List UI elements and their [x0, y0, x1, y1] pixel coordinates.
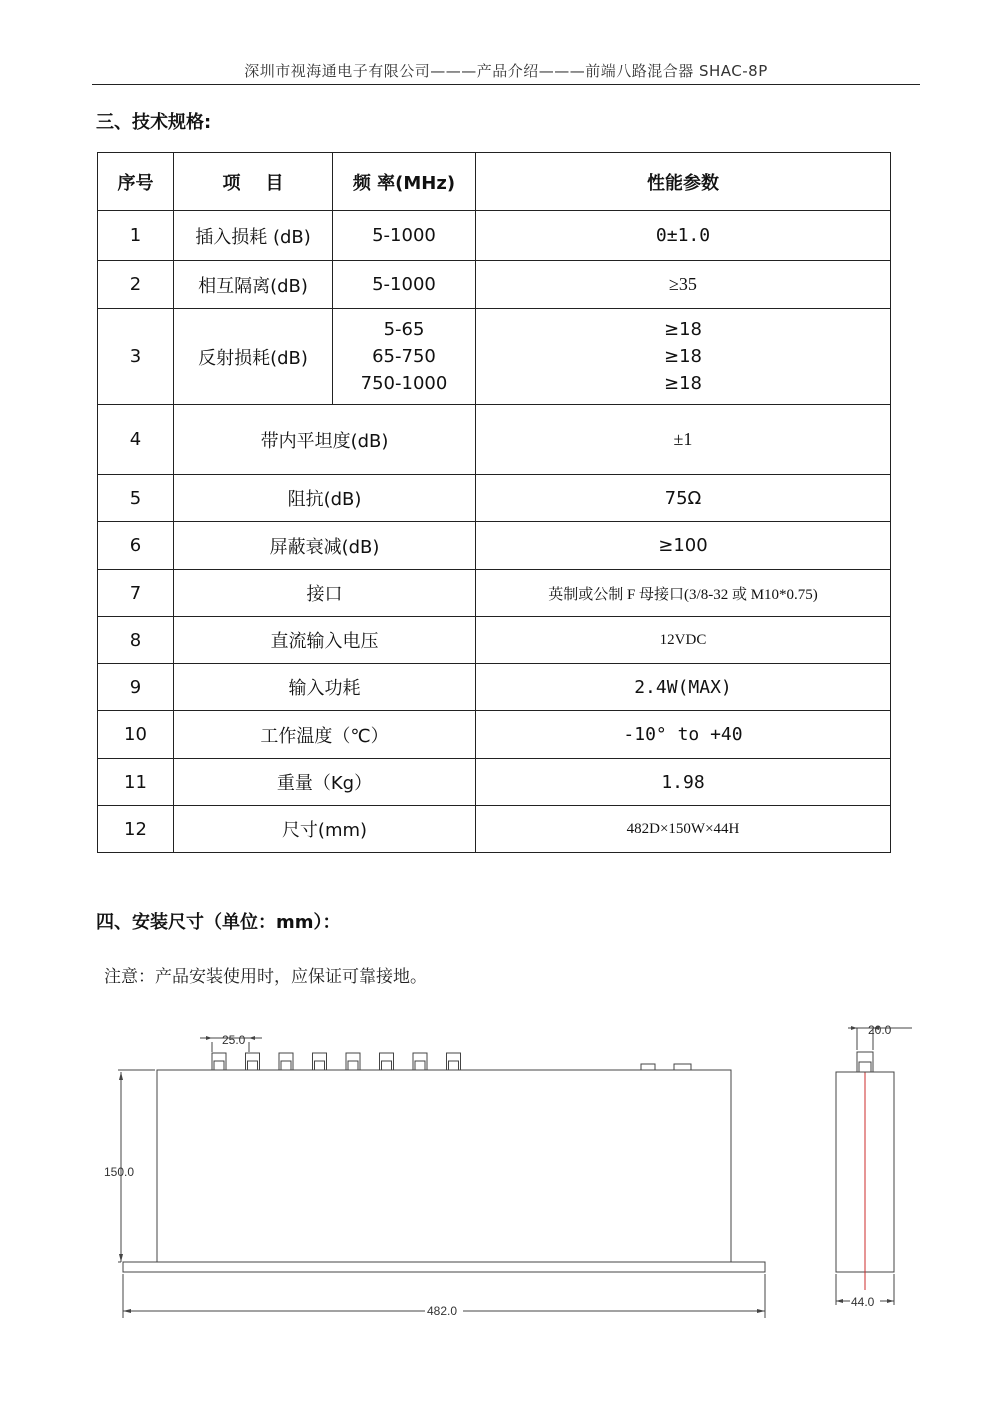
row-value-multi — [476, 309, 891, 405]
f-connector-nut — [281, 1061, 291, 1070]
f-connector-nut — [449, 1061, 459, 1070]
freq-line: 750-1000 — [360, 373, 448, 394]
table-row — [98, 806, 891, 853]
table-row — [98, 664, 891, 711]
switch-small — [674, 1064, 691, 1070]
row-no: 3 — [98, 309, 174, 405]
table-row — [98, 711, 891, 759]
table-header-row — [98, 153, 891, 211]
row-value: 2.4W(MAX) — [476, 664, 891, 711]
row-no: 11 — [98, 759, 174, 806]
row-value: 英制或公制 F 母接口(3/8-32 或 M10*0.75) — [476, 570, 891, 617]
row-item: 阻抗(dB) — [174, 475, 476, 522]
col-header-freq: 频 率(MHz) — [333, 153, 476, 211]
row-value: 1.98 — [476, 759, 891, 806]
row-freq: 5-1000 — [333, 261, 476, 309]
row-no: 7 — [98, 570, 174, 617]
row-no: 12 — [98, 806, 174, 853]
f-connector-nut — [315, 1061, 325, 1070]
table-row — [98, 261, 891, 309]
row-no: 6 — [98, 522, 174, 570]
row-item: 屏蔽衰减(dB) — [174, 522, 476, 570]
spec-table — [97, 152, 891, 853]
table-row — [98, 617, 891, 664]
table-row — [98, 759, 891, 806]
dim-connector-pitch: 25.0 — [222, 1033, 246, 1047]
table-row — [98, 211, 891, 261]
section-title-dimensions: 四、安装尺寸（单位：mm）： — [96, 912, 341, 933]
row-value: ≥35 — [476, 261, 891, 309]
row-item: 直流输入电压 — [174, 617, 476, 664]
f-connector-nut — [248, 1061, 258, 1070]
chassis-front-view — [157, 1070, 731, 1262]
row-freq-multi — [333, 309, 476, 405]
col-header-value: 性能参数 — [476, 153, 891, 211]
switch-small — [641, 1064, 655, 1070]
row-item: 尺寸(mm) — [174, 806, 476, 853]
row-no: 8 — [98, 617, 174, 664]
freq-line: 65-750 — [372, 346, 436, 367]
row-no: 5 — [98, 475, 174, 522]
f-connector-nut — [348, 1061, 358, 1070]
table-row — [98, 405, 891, 475]
row-value: 0±1.0 — [476, 211, 891, 261]
dimension-drawing — [0, 1000, 1000, 1330]
page-header: 深圳市视海通电子有限公司———产品介绍———前端八路混合器 SHAC-8P — [92, 60, 920, 85]
row-item: 相互隔离(dB) — [174, 261, 333, 309]
dim-width: 482.0 — [427, 1304, 458, 1318]
table-row — [98, 309, 891, 405]
dim-side-bottom: 44.0 — [851, 1295, 875, 1309]
f-connector-nut — [382, 1061, 392, 1070]
col-header-item: 项 目 — [174, 153, 333, 211]
f-connector-nut — [214, 1061, 224, 1070]
row-value: ≥100 — [476, 522, 891, 570]
row-value: 12VDC — [476, 617, 891, 664]
installation-note: 注意：产品安装使用时，应保证可靠接地。 — [104, 967, 427, 987]
freq-line: 5-65 — [383, 319, 425, 340]
table-row — [98, 475, 891, 522]
row-freq: 5-1000 — [333, 211, 476, 261]
table-row — [98, 522, 891, 570]
row-item: 工作温度（℃） — [174, 711, 476, 759]
row-no: 2 — [98, 261, 174, 309]
section-title-specs: 三、技术规格: — [96, 112, 212, 133]
row-no: 9 — [98, 664, 174, 711]
dim-side-top: 20.0 — [868, 1023, 892, 1037]
col-header-no: 序号 — [98, 153, 174, 211]
row-item: 接口 — [174, 570, 476, 617]
rack-mount-plate — [123, 1262, 765, 1272]
row-value: ±1 — [476, 405, 891, 475]
value-line: ≥18 — [664, 346, 702, 367]
row-item: 插入损耗 (dB) — [174, 211, 333, 261]
f-connector-nut — [415, 1061, 425, 1070]
row-item: 输入功耗 — [174, 664, 476, 711]
row-item: 带内平坦度(dB) — [174, 405, 476, 475]
row-value: 482D×150W×44H — [476, 806, 891, 853]
f-connectors — [212, 1053, 461, 1070]
table-row — [98, 570, 891, 617]
row-no: 10 — [98, 711, 174, 759]
row-value: 75Ω — [476, 475, 891, 522]
value-line: ≥18 — [664, 319, 702, 340]
row-value: -10° to +40 — [476, 711, 891, 759]
dim-height: 150.0 — [104, 1165, 135, 1179]
value-line: ≥18 — [664, 373, 702, 394]
row-no: 4 — [98, 405, 174, 475]
row-no: 1 — [98, 211, 174, 261]
row-item: 重量（Kg） — [174, 759, 476, 806]
row-item: 反射损耗(dB) — [174, 309, 333, 405]
